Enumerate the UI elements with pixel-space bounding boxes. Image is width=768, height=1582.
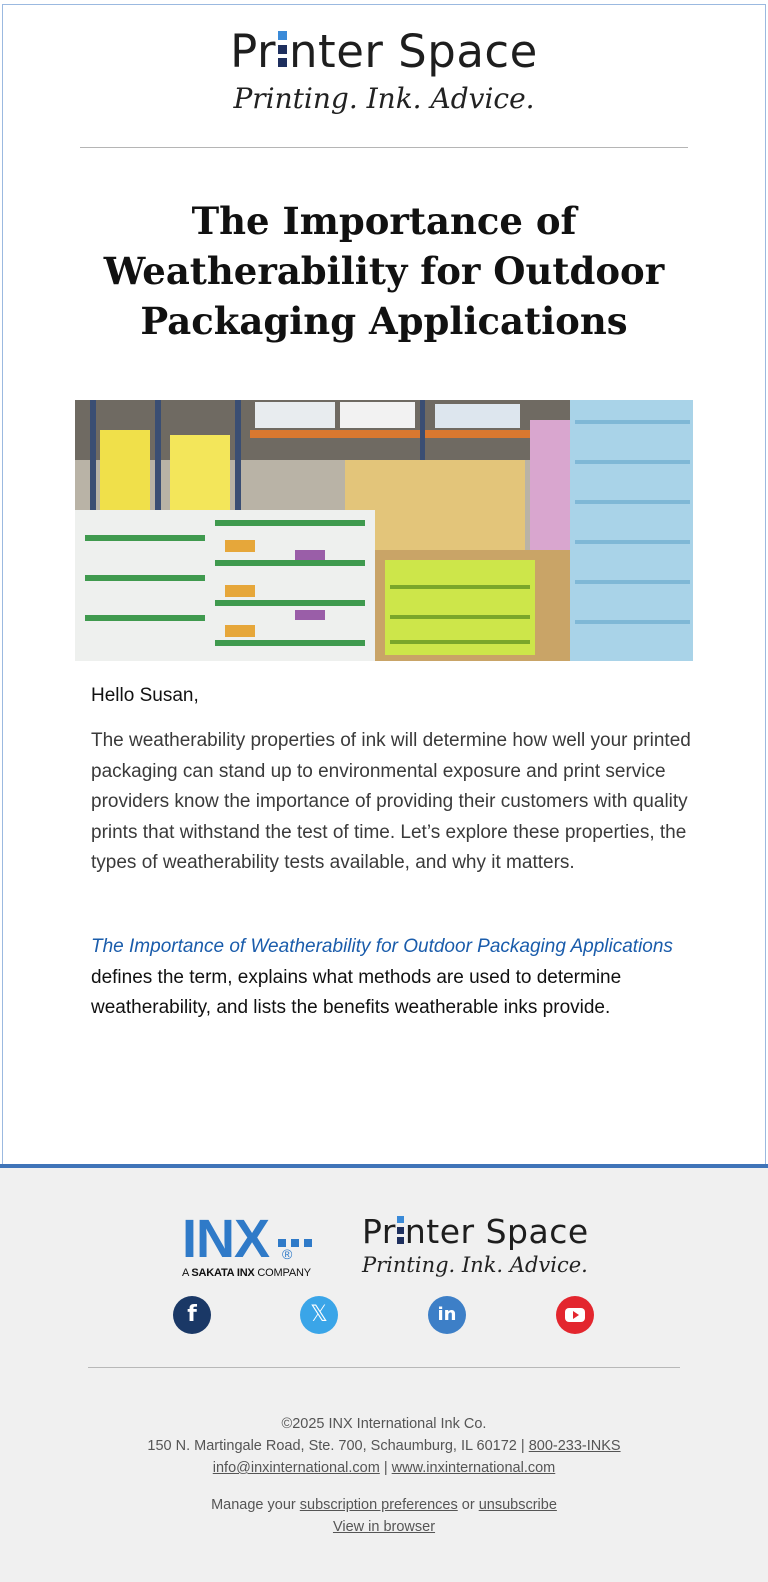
phone-link[interactable]: 800-233-INKS <box>528 1438 621 1454</box>
contact-line: info@inxinternational.com | www.inxinternational.com <box>212 1460 556 1476</box>
hero-illustration <box>75 400 693 661</box>
footer-printer-space-logo[interactable]: Pr nter Space Printing. Ink. Advice. <box>362 1212 589 1277</box>
unsubscribe-link[interactable]: unsubscribe <box>478 1497 557 1513</box>
brand-i-mark-icon <box>278 31 287 71</box>
footer-divider <box>88 1367 680 1368</box>
view-in-browser-line <box>0 1516 768 1538</box>
x-twitter-icon[interactable]: 𝕏 <box>300 1296 338 1334</box>
brand-i-mark-icon <box>397 1216 404 1246</box>
social-links <box>0 1296 768 1336</box>
facebook-icon[interactable]: f <box>173 1296 211 1334</box>
footer <box>0 1164 768 1582</box>
email-link[interactable]: info@inxinternational.com <box>212 1460 380 1476</box>
article-title: The Importance of Weatherability for Outdoor Packaging Applications <box>103 199 665 343</box>
website-link[interactable]: www.inxinternational.com <box>391 1460 556 1476</box>
linkedin-icon[interactable]: in <box>428 1296 466 1334</box>
intro-paragraph: The weatherability properties of ink will determine how well your printed packaging can stand up to environmental exposure and print service providers know the importance of providing their customers with quality prints that withstand the test of time. Let’s explore these properties, the types of weatherability tests available, and why it matters. <box>91 730 691 873</box>
greeting-text: Hello Susan, <box>91 685 199 706</box>
hero-image-fertilizer-bags[interactable] <box>75 400 693 661</box>
view-in-browser-link[interactable]: View in browser <box>332 1519 436 1535</box>
inx-logo[interactable]: INX ® A SAKATA INX COMPANY <box>182 1212 327 1279</box>
header-logo[interactable] <box>0 26 768 116</box>
youtube-icon[interactable] <box>556 1296 594 1334</box>
manage-line: Manage your subscription preferences or unsubscribe <box>211 1497 557 1513</box>
inx-subline: A SAKATA INX COMPANY <box>182 1267 311 1279</box>
copyright-text: ©2025 INX International Ink Co. <box>281 1416 487 1432</box>
subscription-preferences-link[interactable]: subscription preferences <box>299 1497 458 1513</box>
brand-tagline: Printing. Ink. Advice. <box>233 82 535 115</box>
header-divider <box>80 147 688 148</box>
address-line: 150 N. Martingale Road, Ste. 700, Schaumburg, IL 60172 | 800-233-INKS <box>147 1438 621 1454</box>
article-link[interactable]: The Importance of Weatherability for Outdoor Packaging Applications <box>91 936 673 957</box>
brand-wordmark: Pr nter Space <box>230 25 538 78</box>
summary-paragraph: The Importance of Weatherability for Outdoor Packaging Applications defines the term, explains what methods are used to determine weatherability, and lists the benefits weatherable inks provide. <box>91 936 673 1018</box>
footer-logos <box>0 1209 768 1292</box>
